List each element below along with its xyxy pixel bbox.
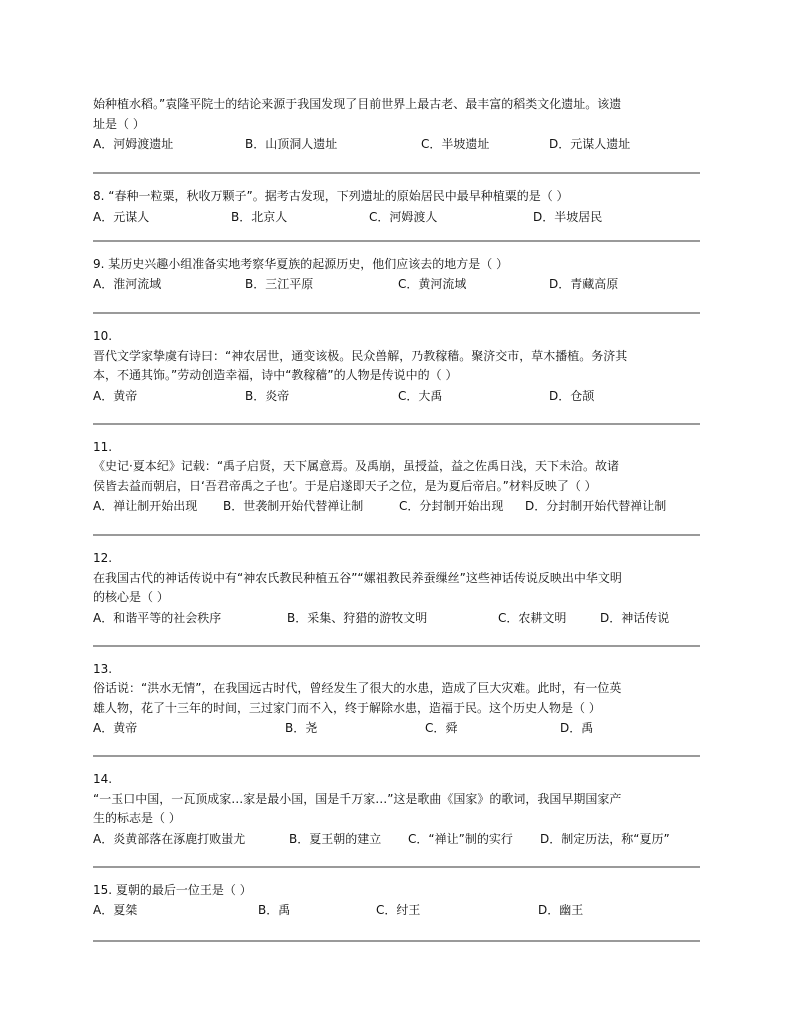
question-9-option-a[interactable]: A．淮河流域 [93,277,162,291]
question-9-option-c[interactable]: C．黄河流域 [398,277,467,291]
question-8-option-c[interactable]: C．河姆渡人 [369,209,438,224]
divider [93,240,700,242]
question-14-option-a[interactable]: A．炎黄部落在涿鹿打败蚩尤 [93,831,246,846]
question-15-options [93,900,700,920]
question-12 [93,549,700,628]
question-11-options [93,496,700,516]
question-14-stem-line-2: 生的标志是（ ） [93,811,181,825]
question-14-options [93,829,700,849]
question-page [93,95,700,955]
question-12-stem-line-1: 在我国古代的神话传说中有“神农氏教民种植五谷”“嫘祖教民养蚕缫丝”这些神话传说反映出中华文明 [93,570,622,585]
question-13-options [93,718,700,738]
question-8-option-a[interactable]: A．元谋人 [93,209,150,224]
question-11-stem-line-1: 《史记·夏本纪》记载：“禹子启贤，天下属意焉。及禹崩，虽授益，益之佐禹日浅，天下未洽。故诸 [93,459,620,473]
question-15-stem: 15. 夏朝的最后一位王是（ ） [93,882,252,897]
question-9-stem: 9. 某历史兴趣小组准备实地考察华夏族的起源历史，他们应该去的地方是（ ） [93,256,509,271]
question-10-option-d[interactable]: D．仓颉 [549,388,595,403]
divider [93,534,700,536]
question-13-stem-line-1: 俗话说：“洪水无情”，在我国远古时代，曾经发生了很大的水患，造成了巨大灾难。此时，有一位英 [93,681,622,695]
question-13-option-a[interactable]: A．黄帝 [93,721,138,735]
question-8-option-d[interactable]: D．半坡居民 [533,209,603,224]
question-7 [93,95,700,154]
question-7-options [93,134,700,154]
question-13-number: 13. [93,661,113,676]
question-13-option-b[interactable]: B．尧 [285,721,318,735]
divider [93,172,700,174]
question-12-options [93,608,700,628]
question-11-stem-line-2: 侯皆去益而朝启，日‘吾君帝禹之子也’。于是启遂即天子之位，是为夏后帝启。”材料反映了（ ） [93,478,597,493]
divider [93,940,700,942]
question-10-option-b[interactable]: B．炎帝 [245,388,290,403]
question-11-option-a[interactable]: A．禅让制开始出现 [93,499,198,513]
question-10-number: 10. [93,329,113,343]
question-7-option-c[interactable]: C．半坡遗址 [421,137,490,151]
divider [93,755,700,757]
question-13-option-c[interactable]: C．舜 [425,721,458,735]
question-15-option-b[interactable]: B．禹 [258,903,291,917]
question-12-stem-line-2: 的核心是（ ） [93,590,169,604]
question-10-options [93,386,700,406]
question-8-options [93,207,700,227]
question-15-option-d[interactable]: D．幽王 [538,903,584,917]
divider [93,423,700,425]
question-10 [93,327,700,406]
question-11-option-d[interactable]: D．分封制开始代替禅让制 [525,499,667,513]
question-10-option-a[interactable]: A．黄帝 [93,388,138,403]
question-14-number: 14. [93,772,113,786]
question-7-option-d[interactable]: D．元谋人遗址 [549,137,631,151]
question-10-stem-line-1: 晋代文学家挚虞有诗曰：“神农居世，通变该极。民众兽解，乃教稼穑。聚济交市，草木播植。务济其 [93,348,628,363]
question-12-option-d[interactable]: D．神话传说 [600,610,670,625]
question-9-options [93,274,700,294]
question-9 [93,255,700,295]
question-10-option-c[interactable]: C．大禹 [398,388,443,403]
question-11-number: 11. [93,439,113,454]
question-12-option-b[interactable]: B．采集、狩猎的游牧文明 [287,610,428,625]
question-8-stem: 8. “春种一粒粟，秋收万颗子”。据考古发现，下列遗址的原始居民中最早种植粟的是（ ） [93,189,569,203]
question-8 [93,187,700,227]
question-13 [93,660,700,739]
question-12-option-a[interactable]: A．和谐平等的社会秩序 [93,610,222,625]
question-14-stem-line-1: “一玉口中国，一瓦顶成家…家是最小国，国是千万家…”这是歌曲《国家》的歌词，我国早期国家产 [93,791,622,806]
question-12-number: 12. [93,551,113,565]
question-13-stem-line-2: 雄人物，花了十三年的时间，三过家门而不入，终于解除水患，造福于民。这个历史人物是（ ） [93,700,601,715]
question-7-option-b[interactable]: B．山顶洞人遗址 [245,137,338,151]
question-10-stem-line-2: 本，不通其饰。”劳动创造幸福，诗中“教稼穑”的人物是传说中的（ ） [93,368,458,382]
question-9-option-d[interactable]: D．青藏高原 [549,277,619,291]
question-14-option-c[interactable]: C．“禅让”制的实行 [408,831,513,846]
question-11-option-b[interactable]: B．世袭制开始代替禅让制 [223,499,364,513]
question-7-stem-line-2: 址是（ ） [93,116,145,131]
question-14-option-d[interactable]: D．制定历法，称“夏历” [540,831,670,846]
question-15 [93,881,700,921]
question-14-option-b[interactable]: B．夏王朝的建立 [289,831,382,846]
divider [93,312,700,314]
divider [93,645,700,647]
question-7-option-a[interactable]: A．河姆渡遗址 [93,137,174,151]
question-14 [93,770,700,849]
question-11-option-c[interactable]: C．分封制开始出现 [399,499,504,513]
question-7-stem-line-1: 始种植水稻。”袁隆平院士的结论来源于我国发现了目前世界上最古老、最丰富的稻类文化遗址。该遗 [93,97,622,111]
question-15-option-c[interactable]: C．纣王 [376,903,421,917]
question-13-option-d[interactable]: D．禹 [560,721,594,735]
divider [93,866,700,868]
question-15-option-a[interactable]: A．夏桀 [93,903,138,917]
question-9-option-b[interactable]: B．三江平原 [245,277,314,291]
question-8-option-b[interactable]: B．北京人 [231,209,288,224]
question-11 [93,438,700,517]
question-12-option-c[interactable]: C．农耕文明 [498,610,567,625]
